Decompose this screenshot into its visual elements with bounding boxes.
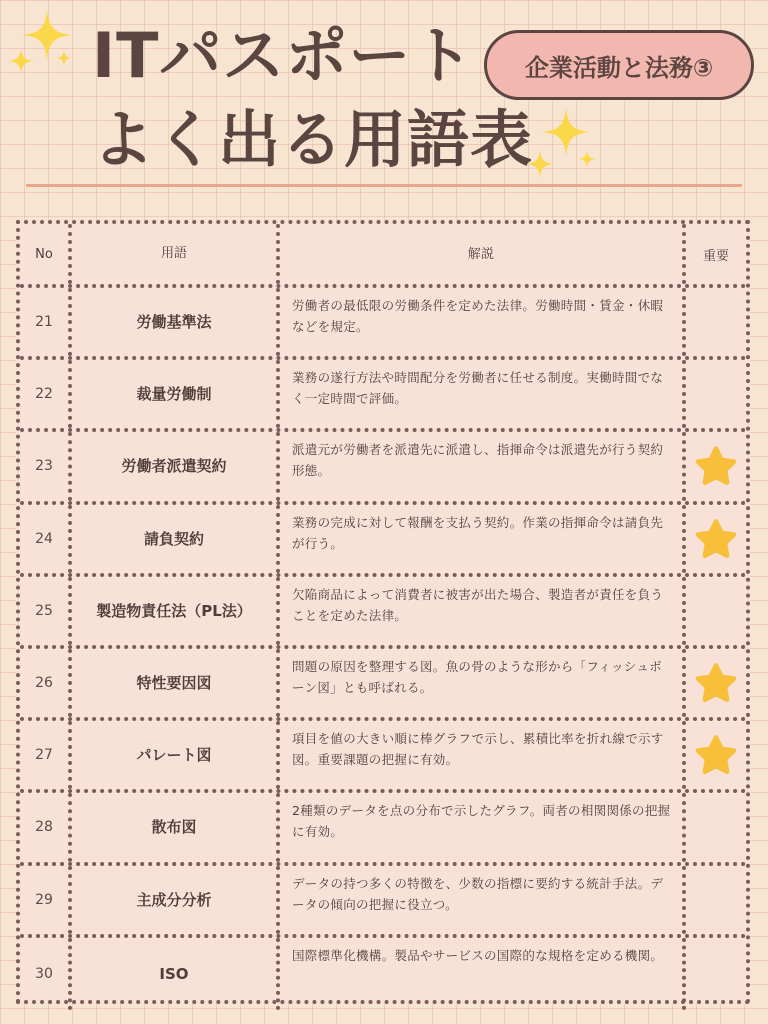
table-row <box>20 649 746 721</box>
row-number: 28 <box>20 793 72 861</box>
row-number: 22 <box>20 360 72 428</box>
term-description: データの持つ多くの特徴を、少数の指標に要約する統計手法。データの傾向の把握に役立つ。 <box>280 866 686 934</box>
table-row <box>20 793 746 865</box>
term-description: 労働者の最低限の労働条件を定めた法律。労働時間・賃金・休暇などを規定。 <box>280 288 686 356</box>
table-row <box>20 288 746 360</box>
term-name: 労働者派遣契約 <box>72 432 280 500</box>
term-name: 裁量労働制 <box>72 360 280 428</box>
row-number: 21 <box>20 288 72 356</box>
importance-cell <box>686 721 746 789</box>
page-subtitle: よく出る用語表 <box>92 103 534 176</box>
term-name: 散布図 <box>72 793 280 861</box>
term-name: 製造物責任法（PL法） <box>72 577 280 645</box>
importance-cell <box>686 288 746 356</box>
sparkle-icon <box>56 50 72 66</box>
column-header-desc: 解説 <box>280 224 686 284</box>
importance-cell <box>686 505 746 573</box>
table-row <box>20 866 746 938</box>
table-header-row <box>20 224 746 288</box>
table-row <box>20 360 746 432</box>
term-name: パレート図 <box>72 721 280 789</box>
row-number: 23 <box>20 432 72 500</box>
importance-cell <box>686 577 746 645</box>
title-divider <box>26 184 742 187</box>
glossary-table <box>16 220 750 1004</box>
table-row <box>20 432 746 504</box>
row-number: 30 <box>20 938 72 1010</box>
importance-cell <box>686 649 746 717</box>
term-name: ISO <box>72 938 280 1010</box>
star-icon <box>693 444 739 488</box>
page-title: ITパスポート <box>92 19 475 92</box>
sparkle-icon <box>8 48 34 74</box>
row-number: 27 <box>20 721 72 789</box>
star-icon <box>693 517 739 561</box>
importance-cell <box>686 793 746 861</box>
term-description: 欠陥商品によって消費者に被害が出た場合、製造者が責任を負うことを定めた法律。 <box>280 577 686 645</box>
table-row <box>20 721 746 793</box>
column-header-no: No <box>20 224 72 284</box>
table-row <box>20 938 746 1010</box>
importance-cell <box>686 432 746 500</box>
term-name: 請負契約 <box>72 505 280 573</box>
column-header-term: 用語 <box>72 224 280 284</box>
column-header-importance: 重要 <box>702 248 729 264</box>
sparkle-icon <box>542 108 590 156</box>
term-description: 2種類のデータを点の分布で示したグラフ。両者の相関関係の把握に有効。 <box>280 793 686 861</box>
term-name: 特性要因図 <box>72 649 280 717</box>
table-row <box>20 505 746 577</box>
term-description: 派遣元が労働者を派遣先に派遣し、指揮命令は派遣先が行う契約形態。 <box>280 432 686 500</box>
category-badge: 企業活動と法務③ <box>484 30 754 100</box>
term-description: 項目を値の大きい順に棒グラフで示し、累積比率を折れ線で示す図。重要課題の把握に有効。 <box>280 721 686 789</box>
importance-cell <box>686 938 746 1010</box>
term-description: 国際標準化機構。製品やサービスの国際的な規格を定める機関。 <box>280 938 686 1010</box>
importance-cell <box>686 360 746 428</box>
term-description: 業務の遂行方法や時間配分を労働者に任せる制度。実働時間でなく一定時間で評価。 <box>280 360 686 428</box>
row-number: 25 <box>20 577 72 645</box>
importance-cell <box>686 866 746 934</box>
sparkle-icon <box>578 150 596 168</box>
row-number: 24 <box>20 505 72 573</box>
term-name: 労働基準法 <box>72 288 280 356</box>
row-number: 26 <box>20 649 72 717</box>
star-icon <box>693 733 739 777</box>
star-icon <box>693 661 739 705</box>
table-row <box>20 577 746 649</box>
term-description: 業務の完成に対して報酬を支払う契約。作業の指揮命令は請負先が行う。 <box>280 505 686 573</box>
term-description: 問題の原因を整理する図。魚の骨のような形から「フィッシュボーン図」とも呼ばれる。 <box>280 649 686 717</box>
term-name: 主成分分析 <box>72 866 280 934</box>
row-number: 29 <box>20 866 72 934</box>
